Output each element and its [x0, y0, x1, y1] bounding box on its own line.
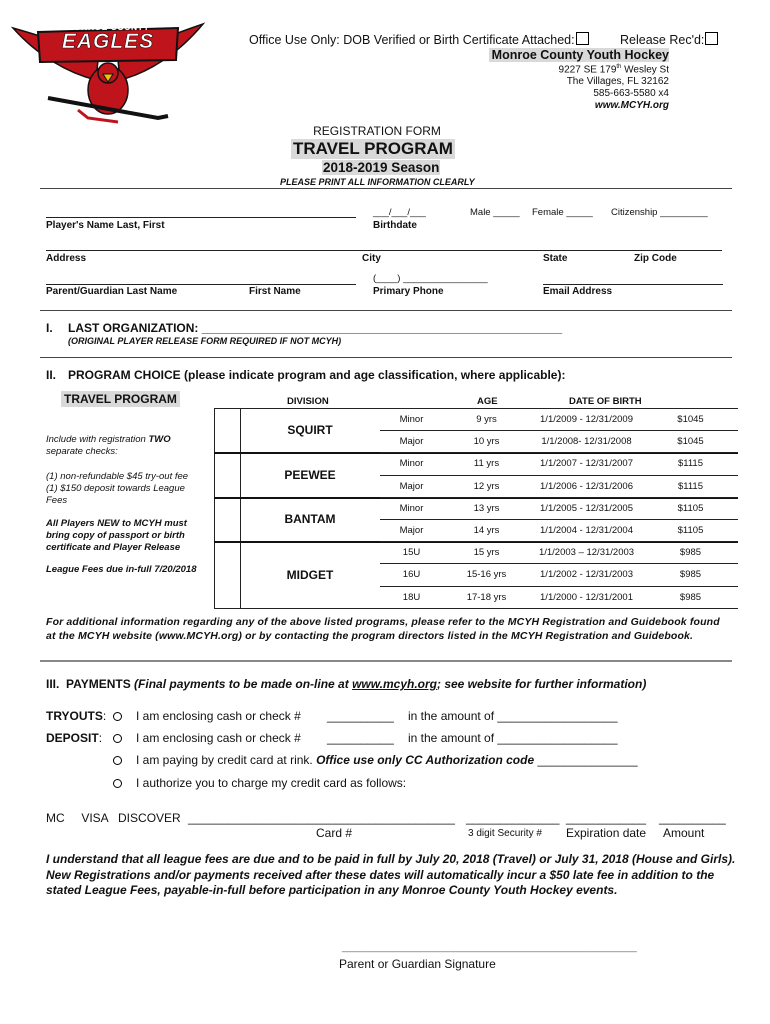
table-cell-level: 18U: [402, 591, 421, 603]
travel-program-box: TRAVEL PROGRAM: [61, 391, 180, 407]
org-phone: 585-663-5580 x4: [593, 88, 669, 99]
card-number-line[interactable]: ________________________________________: [188, 811, 455, 825]
male-field[interactable]: Male _____: [470, 207, 520, 218]
parent-name-line[interactable]: [46, 284, 356, 285]
birthdate-blank[interactable]: ___/___/___: [373, 207, 426, 218]
birthdate-label: Birthdate: [373, 220, 417, 231]
table-cell-fee: $985: [679, 547, 702, 559]
org-website[interactable]: www.MCYH.org: [594, 100, 669, 111]
side-note-league-fees: League Fees due in-full 7/20/2018: [46, 564, 197, 575]
deposit-row: [46, 731, 102, 745]
signature-line[interactable]: _____________________________________________________: [342, 942, 637, 953]
address-sup: th: [616, 64, 622, 70]
row-line: [380, 541, 738, 542]
female-field[interactable]: Female _____: [532, 207, 593, 218]
org-name: Monroe County Youth Hockey: [489, 48, 669, 62]
form-title: REGISTRATION FORM: [313, 124, 441, 138]
side-note-deposit: (1) $150 deposit towards League Fees: [46, 483, 185, 506]
parent-last-label: Parent/Guardian Last Name: [46, 286, 178, 297]
tryouts-amount[interactable]: in the amount of __________________: [408, 709, 618, 723]
primary-phone-label: Primary Phone: [373, 286, 444, 297]
table-cell-age: 13 yrs: [473, 502, 500, 514]
signature-label: Parent or Guardian Signature: [339, 957, 496, 971]
agreement-paragraph: I understand that all league fees are due and to be paid in full by July 20, 2018 (Travel) or July 31, 2018 (House and Girls). New Registrations and/or payments received after these dates will automatically incur a $50 late fee in addition to the stated League Fees, payable-in-full before participation in any Monroe County Youth Hockey events.: [46, 852, 736, 897]
authorize-text: I authorize you to charge my credit card as follows:: [136, 776, 407, 790]
program-title: TRAVEL PROGRAM: [293, 139, 453, 158]
col-division: DIVISION: [287, 396, 329, 407]
table-cell-dob: 1/1/2007 - 12/31/2007: [540, 458, 633, 470]
table-cell-dob: 1/1/2004 - 12/31/2004: [540, 525, 633, 536]
table-cell-dob: 1/1/2005 - 12/31/2005: [540, 502, 633, 514]
table-cell-fee: $985: [679, 591, 702, 603]
colon: :: [98, 731, 103, 745]
release-line: [620, 32, 718, 47]
table-cell-fee: $1045: [677, 436, 704, 448]
credit-card-row: [136, 753, 638, 767]
deposit-radio[interactable]: [113, 734, 122, 743]
table-cell-dob: 1/1/2006 - 12/31/2006: [540, 480, 633, 492]
table-cell-dob: 1/1/2009 - 12/31/2009: [540, 414, 633, 425]
division-label: PEEWEE: [284, 467, 336, 482]
table-cell-age: 17-18 yrs: [466, 591, 507, 603]
office-use-line: [249, 32, 589, 47]
player-name-label: Player's Name Last, First: [46, 220, 165, 231]
print-instruction: PLEASE PRINT ALL INFORMATION CLEARLY: [280, 177, 475, 187]
cc-auth-blank[interactable]: _______________: [537, 753, 638, 767]
table-cell-level: Major: [399, 480, 424, 492]
table-border: [240, 408, 241, 608]
table-cell-level: 16U: [402, 569, 421, 581]
col-age: AGE: [477, 396, 498, 407]
office-use-text: Office Use Only: DOB Verified or Birth Certificate Attached:: [249, 33, 575, 47]
season-title: 2018-2019 Season: [323, 160, 440, 175]
side-note-checks: [46, 434, 206, 458]
info-paragraph: For additional information regarding any of the above listed programs, please refer to the MCYH Registration and Guidebook found at the MCYH website (www.MCYH.org) or by contacting the program directors listed in the MCYH Registration and Guidebook.: [46, 616, 720, 642]
side-note-two: TWO: [148, 434, 171, 445]
table-border: [214, 541, 738, 543]
address-label: Address: [46, 253, 87, 264]
email-line[interactable]: [543, 284, 723, 285]
release-checkbox[interactable]: [705, 32, 718, 45]
card-types: MC VISA DISCOVER: [46, 811, 181, 825]
table-cell-dob: 1/1/2003 – 12/31/2003: [538, 547, 635, 559]
side-note-tryout: (1) non-refundable $45 try-out fee: [46, 471, 189, 482]
deposit-label: DEPOSIT: [46, 731, 99, 745]
table-border: [214, 497, 738, 499]
divider: [40, 188, 732, 189]
state-label: State: [543, 253, 568, 264]
table-cell-age: 12 yrs: [473, 480, 500, 492]
credit-text: I am paying by credit card at rink.: [136, 753, 313, 767]
table-cell-dob: 1/1/2002 - 12/31/2003: [540, 569, 633, 581]
email-label: Email Address: [543, 286, 613, 297]
table-cell-fee: $1105: [677, 525, 704, 536]
divider: [40, 660, 732, 662]
expiration-label: Expiration date: [566, 826, 647, 840]
side-note-text: separate checks:: [46, 446, 118, 457]
credit-radio[interactable]: [113, 756, 122, 765]
tryouts-enclosing: I am enclosing cash or check #: [136, 709, 301, 723]
section-1-title[interactable]: LAST ORGANIZATION: ______________________________________________________: [68, 321, 563, 335]
security-label: 3 digit Security #: [468, 828, 542, 839]
cc-auth-label: Office use only CC Authorization code: [316, 753, 535, 767]
table-cell-age: 15-16 yrs: [466, 569, 507, 581]
table-border: [214, 408, 738, 409]
table-border: [214, 608, 738, 609]
divider: [40, 357, 732, 358]
address-line-1: 9227 SE 179: [558, 64, 617, 76]
section-3-header: [46, 677, 646, 691]
table-cell-fee: $1045: [677, 414, 704, 425]
table-border: [214, 452, 738, 454]
section-3-sub-end: ; see website for further information): [436, 677, 647, 691]
col-dob: DATE OF BIRTH: [569, 396, 642, 407]
table-cell-level: Major: [399, 436, 424, 448]
division-select-checkbox[interactable]: [215, 542, 239, 607]
section-3-number: III.: [46, 677, 60, 691]
deposit-amount[interactable]: in the amount of __________________: [408, 731, 618, 745]
citizenship-field[interactable]: Citizenship _________: [611, 207, 708, 218]
phone-blank[interactable]: (____) ________________: [373, 273, 488, 284]
amount-line[interactable]: __________: [659, 811, 726, 825]
tryouts-label: TRYOUTS: [46, 709, 103, 723]
logo-text-main: EAGLES: [61, 30, 155, 53]
section-2-number: II.: [46, 368, 57, 382]
division-label: BANTAM: [284, 512, 336, 526]
security-line[interactable]: ______________: [466, 811, 560, 825]
table-cell-fee: $1105: [677, 502, 704, 514]
logo-text-top: MONROE COUNTY: [66, 22, 150, 32]
division-select-checkbox[interactable]: [215, 453, 239, 495]
first-name-label: First Name: [249, 286, 301, 297]
eagles-logo: [8, 18, 208, 126]
release-text: Release Rec'd:: [620, 33, 705, 47]
player-name-line[interactable]: [46, 217, 356, 218]
deposit-check-blank[interactable]: __________: [327, 731, 394, 745]
city-label: City: [362, 253, 381, 264]
table-cell-age: 10 yrs: [473, 436, 500, 448]
row-line: [380, 475, 738, 476]
zip-label: Zip Code: [634, 253, 677, 264]
org-address-1: [559, 64, 669, 75]
side-note-text: Include with registration: [46, 434, 149, 445]
tryouts-row: [46, 709, 106, 723]
table-cell-level: Minor: [399, 414, 424, 425]
tryouts-check-blank[interactable]: __________: [327, 709, 394, 723]
table-cell-dob: 1/1/2008- 12/31/2008: [541, 436, 632, 448]
address-line-1-end: Wesley St: [621, 64, 669, 76]
authorize-radio[interactable]: [113, 779, 122, 788]
table-cell-level: Major: [399, 525, 424, 536]
side-note-new-players: All Players NEW to MCYH must bring copy of passport or birth certificate and Player Release: [46, 518, 187, 553]
row-line: [380, 519, 738, 520]
division-label: MIDGET: [286, 567, 334, 582]
expiration-line[interactable]: ____________: [566, 811, 647, 825]
table-cell-dob: 1/1/2000 - 12/31/2001: [540, 591, 633, 603]
row-line: [380, 608, 738, 609]
table-cell-age: 15 yrs: [473, 547, 500, 559]
tryouts-radio[interactable]: [113, 712, 122, 721]
deposit-enclosing: I am enclosing cash or check #: [136, 731, 301, 745]
table-cell-level: 15U: [402, 547, 421, 559]
card-number-label: Card #: [316, 826, 353, 840]
table-cell-age: 11 yrs: [473, 458, 500, 470]
amount-label: Amount: [663, 826, 705, 840]
section-3-sub: (Final payments to be made on-line at: [134, 677, 353, 691]
colon: :: [102, 709, 107, 723]
table-cell-age: 14 yrs: [473, 525, 500, 536]
dob-verified-checkbox[interactable]: [576, 32, 589, 45]
row-line: [380, 430, 738, 431]
section-3-title: PAYMENTS: [66, 677, 135, 691]
division-select-checkbox[interactable]: [215, 409, 239, 451]
division-select-checkbox[interactable]: [215, 498, 239, 540]
table-cell-level: Minor: [399, 458, 424, 470]
row-line: [380, 586, 738, 587]
table-cell-age: 9 yrs: [476, 414, 497, 425]
row-line: [380, 452, 738, 453]
divider: [40, 310, 732, 311]
address-line[interactable]: [46, 250, 722, 251]
row-line: [380, 497, 738, 498]
row-line: [380, 563, 738, 564]
table-cell-fee: $1115: [677, 480, 703, 492]
section-1-note: (ORIGINAL PLAYER RELEASE FORM REQUIRED IF NOT MCYH): [68, 336, 342, 346]
table-cell-fee: $1115: [677, 458, 703, 470]
division-label: SQUIRT: [287, 423, 333, 438]
org-address-2: The Villages, FL 32162: [566, 76, 669, 87]
table-cell-level: Minor: [399, 502, 424, 514]
section-1-number: I.: [46, 321, 53, 335]
table-cell-fee: $985: [679, 569, 702, 581]
section-2-title: PROGRAM CHOICE (please indicate program and age classification, where applicable):: [68, 368, 566, 382]
payment-link[interactable]: www.mcyh.org: [352, 677, 437, 691]
